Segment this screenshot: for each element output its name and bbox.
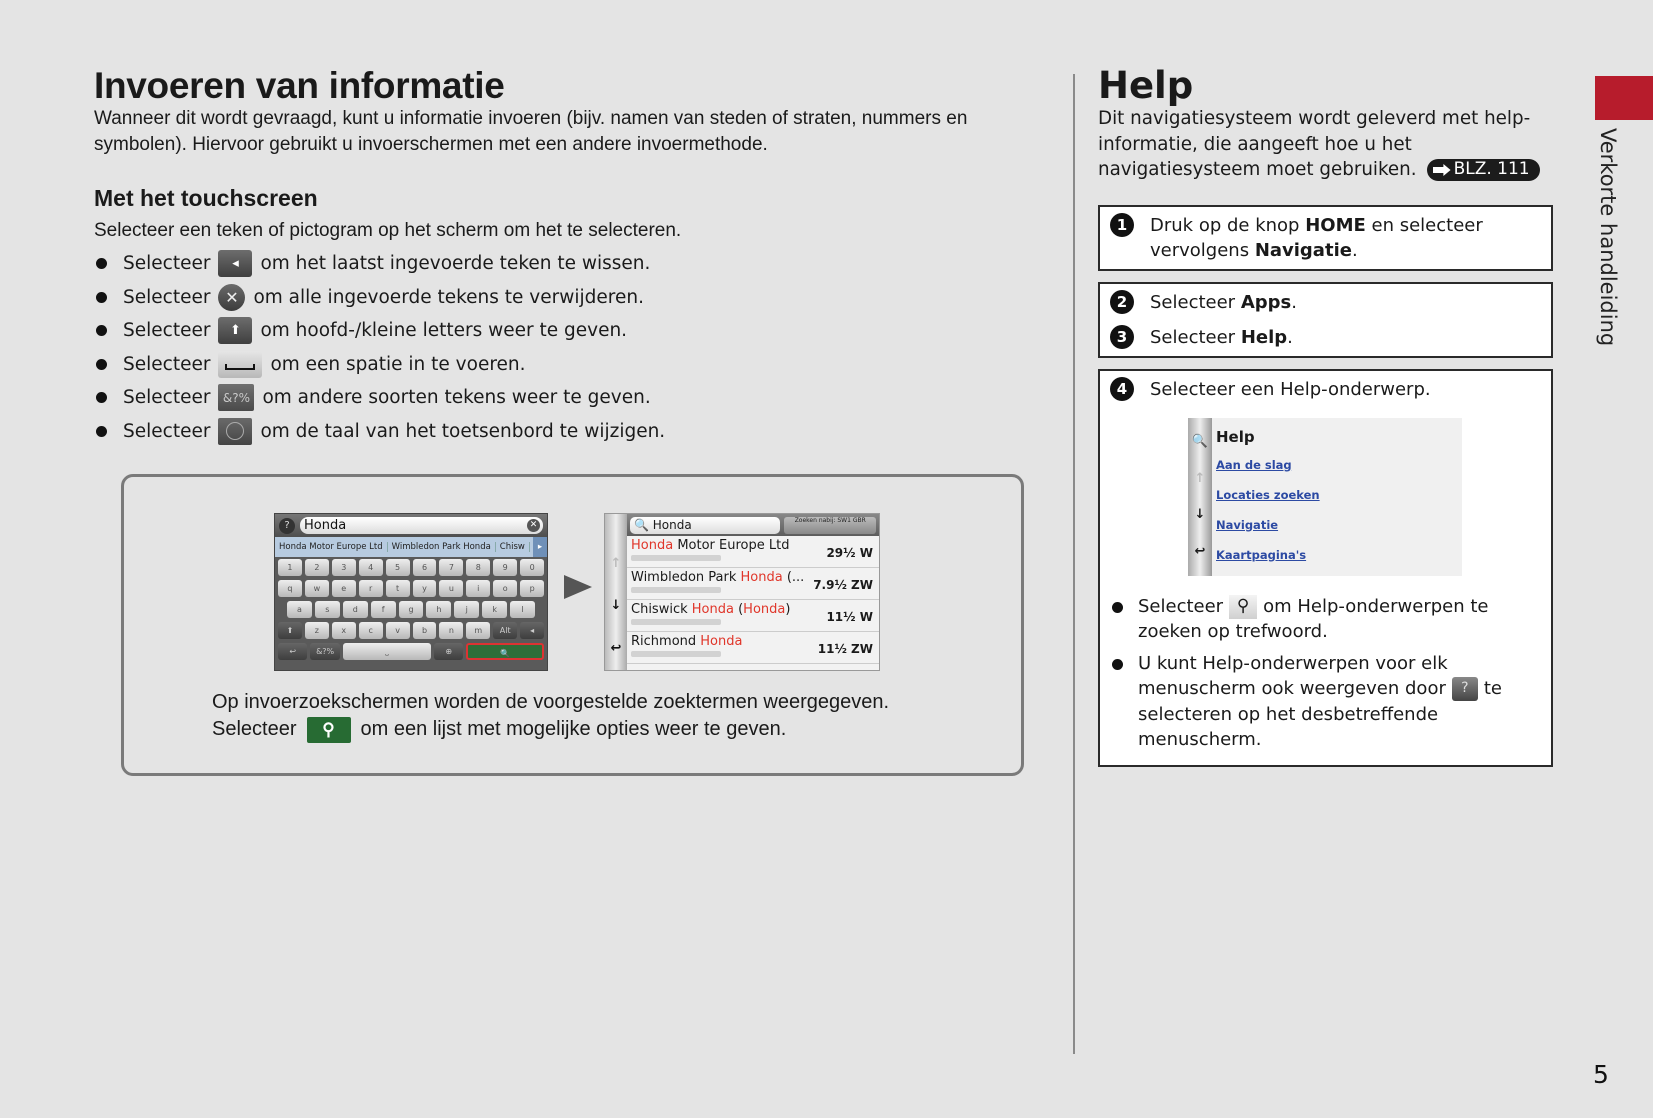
chevron-right-icon: ▸ [533, 537, 547, 557]
key-row [275, 641, 547, 662]
help-bullet-list [1110, 594, 1541, 753]
scroll-bar [605, 514, 627, 670]
bullet-prefix: Selecteer [123, 420, 211, 442]
page-reference-link[interactable]: BLZ. 111 [1427, 159, 1540, 181]
space-icon [218, 351, 262, 378]
scroll-bar [1188, 418, 1212, 576]
keyboard-screenshot [274, 513, 548, 671]
help-screen-title: Help [1216, 427, 1255, 446]
clear-icon: ✕ [527, 519, 540, 532]
result-row: Honda Motor Europe Ltd 29½ W [627, 536, 879, 568]
right-column [1098, 66, 1553, 767]
bullet-prefix: Selecteer [123, 353, 211, 375]
key: u [439, 580, 463, 597]
language-globe-icon [218, 418, 252, 445]
result-row: Chiswick Honda (Honda) 11½ W [627, 600, 879, 632]
key: 4 [359, 559, 383, 576]
example-figure [121, 474, 1024, 776]
symbols-key: &?% [310, 643, 339, 660]
key: 5 [386, 559, 410, 576]
bullet-dot [1112, 602, 1123, 613]
key: q [278, 580, 302, 597]
key-row [275, 557, 547, 578]
step-1: 1 Druk op de knop HOME en selecteer vervolgens Navigatie. [1110, 213, 1541, 263]
alt-key: Alt [493, 622, 517, 639]
bullet-dot [96, 426, 107, 437]
distance: 29½ W [826, 545, 873, 560]
shift-key: ⬆ [278, 622, 302, 639]
page-number: 5 [1593, 1060, 1609, 1089]
bullet-text: om andere soorten tekens weer te geven. [262, 387, 651, 409]
bullet-item [94, 415, 1029, 449]
step-2: 2 Selecteer Apps. [1110, 290, 1541, 315]
bullet-item: Selecteer ⚲ om Help-onderwerpen te zoeken op trefwoord. [1110, 594, 1541, 645]
icon-bullet-list [94, 247, 1029, 448]
step-number: 1 [1110, 213, 1134, 237]
key-row [275, 620, 547, 641]
backspace-icon: ◂ [218, 250, 252, 277]
key: l [510, 601, 535, 618]
back-icon: ↩ [1194, 543, 1206, 559]
bullet-item: U kunt Help-onderwerpen voor elk menuscherm ook weergeven door ? te selecteren op het desbetreffende menuscherm. [1110, 651, 1541, 753]
search-key: 🔍 [466, 643, 544, 660]
results-search-field: 🔍 Honda [630, 517, 780, 534]
bullet-text: om een spatie in te voeren. [270, 353, 526, 375]
clear-all-icon: ✕ [218, 284, 245, 311]
chapter-label: Verkorte handleiding [1596, 128, 1620, 347]
input-value: Honda [304, 518, 347, 533]
result-row: Wimbledon Park Honda (... 7.9½ ZW [627, 568, 879, 600]
bullet-prefix: Selecteer [123, 387, 211, 409]
bullet-prefix: Selecteer [123, 320, 211, 342]
help-topic-list [1216, 428, 1320, 578]
step-box [1098, 369, 1553, 767]
search-value: Honda [652, 517, 692, 532]
bullet-dot [96, 325, 107, 336]
results-list [627, 536, 879, 664]
back-key: ↩ [278, 643, 307, 660]
key: c [359, 622, 383, 639]
key: k [482, 601, 507, 618]
key: g [399, 601, 424, 618]
arrow-up-icon: ↑ [610, 555, 622, 571]
key: 6 [413, 559, 437, 576]
key: a [287, 601, 312, 618]
bullet-dot [1112, 659, 1123, 670]
key: 2 [305, 559, 329, 576]
key: 9 [493, 559, 517, 576]
key: v [386, 622, 410, 639]
search-icon: ⚲ [1229, 595, 1257, 619]
key: z [305, 622, 329, 639]
key: o [493, 580, 517, 597]
step-box [1098, 205, 1553, 271]
arrow-down-icon: ↓ [610, 598, 622, 614]
intro-text: Wanneer dit wordt gevraagd, kunt u informatie invoeren (bijv. namen van steden of straten, nummers en symbolen). Hiervoor gebruikt u invoerschermen met een andere invoermethode. [94, 108, 968, 155]
step-box [1098, 282, 1553, 358]
key: f [371, 601, 396, 618]
bullet-prefix: Selecteer [123, 253, 211, 275]
key: y [413, 580, 437, 597]
suggestion: Honda Motor Europe Ltd [275, 542, 388, 552]
bullet-text: om alle ingevoerde tekens te verwijderen. [253, 286, 644, 308]
section-title: Met het touchscreen [94, 185, 318, 211]
bullet-item [94, 381, 1029, 415]
caption-prefix: Selecteer [212, 718, 297, 740]
search-icon: 🔍 [1191, 434, 1209, 450]
key: i [466, 580, 490, 597]
bullet-item [94, 348, 1029, 382]
section-subtitle: Selecteer een teken of pictogram op het scherm om het te selecteren. [94, 220, 682, 241]
column-divider [1073, 74, 1075, 1054]
bullet-dot [96, 392, 107, 403]
key: 0 [520, 559, 544, 576]
suggestion: Wimbledon Park Honda [388, 542, 496, 552]
caption-suffix: om een lijst met mogelijke opties weer te geven. [360, 718, 787, 740]
arrow-right-icon [564, 575, 592, 599]
step-4: 4 Selecteer een Help-onderwerp. [1110, 377, 1541, 402]
key: 7 [439, 559, 463, 576]
keyboard-input-bar [275, 514, 547, 537]
results-screenshot [604, 513, 880, 671]
key-row [275, 578, 547, 599]
bullet-text: om het laatst ingevoerde teken te wissen. [260, 253, 651, 275]
step-number: 2 [1110, 290, 1134, 314]
key: d [343, 601, 368, 618]
bullet-text: om hoofd-/kleine letters weer te geven. [260, 320, 628, 342]
help-icon: ? [279, 518, 295, 534]
help-intro: Dit navigatiesysteem wordt geleverd met help-informatie, die aangeeft hoe u het navigatiesysteem moet gebruiken. BLZ. 111 [1098, 106, 1553, 183]
suggestion: Chisw [496, 542, 530, 552]
back-icon: ↩ [610, 641, 622, 657]
figure-caption [212, 689, 889, 743]
globe-key: ⊕ [434, 643, 463, 660]
shift-icon: ⬆ [218, 317, 252, 344]
step-number: 3 [1110, 325, 1134, 349]
left-column [94, 66, 1029, 448]
bullet-item [94, 247, 1029, 281]
distance: 11½ ZW [817, 641, 873, 656]
suggestion-bar [275, 537, 547, 557]
key: t [386, 580, 410, 597]
distance: 7.9½ ZW [813, 577, 873, 592]
caption-line: Op invoerzoekschermen worden de voorgestelde zoektermen weergegeven. [212, 691, 890, 713]
key: 8 [466, 559, 490, 576]
bullet-prefix: Selecteer [123, 286, 211, 308]
bullet-dot [96, 258, 107, 269]
key: n [439, 622, 463, 639]
space-key: ⎵ [343, 643, 431, 660]
key: 3 [332, 559, 356, 576]
help-screenshot [1188, 418, 1462, 576]
backspace-key: ◂ [520, 622, 544, 639]
help-topic-link: Navigatie [1216, 517, 1279, 532]
arrow-icon [1433, 164, 1451, 176]
help-title: Help [1098, 64, 1194, 107]
help-topic-link: Kaartpagina's [1216, 547, 1307, 562]
key: w [305, 580, 329, 597]
chapter-tab [1595, 76, 1653, 120]
page-title: Invoeren van informatie [94, 65, 505, 106]
key: b [413, 622, 437, 639]
key: j [454, 601, 479, 618]
bullet-text: om de taal van het toetsenbord te wijzigen. [260, 420, 666, 442]
arrow-down-icon: ↓ [1194, 507, 1206, 523]
results-search-bar [627, 514, 879, 536]
bullet-item [94, 314, 1029, 348]
key: x [332, 622, 356, 639]
distance: 11½ W [826, 609, 873, 624]
help-topic-link: Locaties zoeken [1216, 487, 1320, 502]
key: 1 [278, 559, 302, 576]
key: m [466, 622, 490, 639]
result-row: Richmond Honda 11½ ZW [627, 632, 879, 664]
key: s [315, 601, 340, 618]
key-row [275, 599, 547, 620]
arrow-up-icon: ↑ [1194, 470, 1206, 486]
key: r [359, 580, 383, 597]
key: p [520, 580, 544, 597]
bullet-dot [96, 359, 107, 370]
step-3: 3 Selecteer Help. [1110, 325, 1541, 350]
key: h [426, 601, 451, 618]
help-question-icon: ? [1452, 677, 1478, 701]
bullet-item [94, 281, 1029, 315]
bullet-dot [96, 292, 107, 303]
step-number: 4 [1110, 377, 1134, 401]
symbols-icon: &?% [218, 384, 254, 411]
search-near-button: Zoeken nabij: SW1 GBR [784, 517, 876, 534]
keyboard-input [300, 517, 543, 534]
key: e [332, 580, 356, 597]
search-icon: ⚲ [307, 717, 351, 743]
help-topic-link: Aan de slag [1216, 457, 1292, 472]
